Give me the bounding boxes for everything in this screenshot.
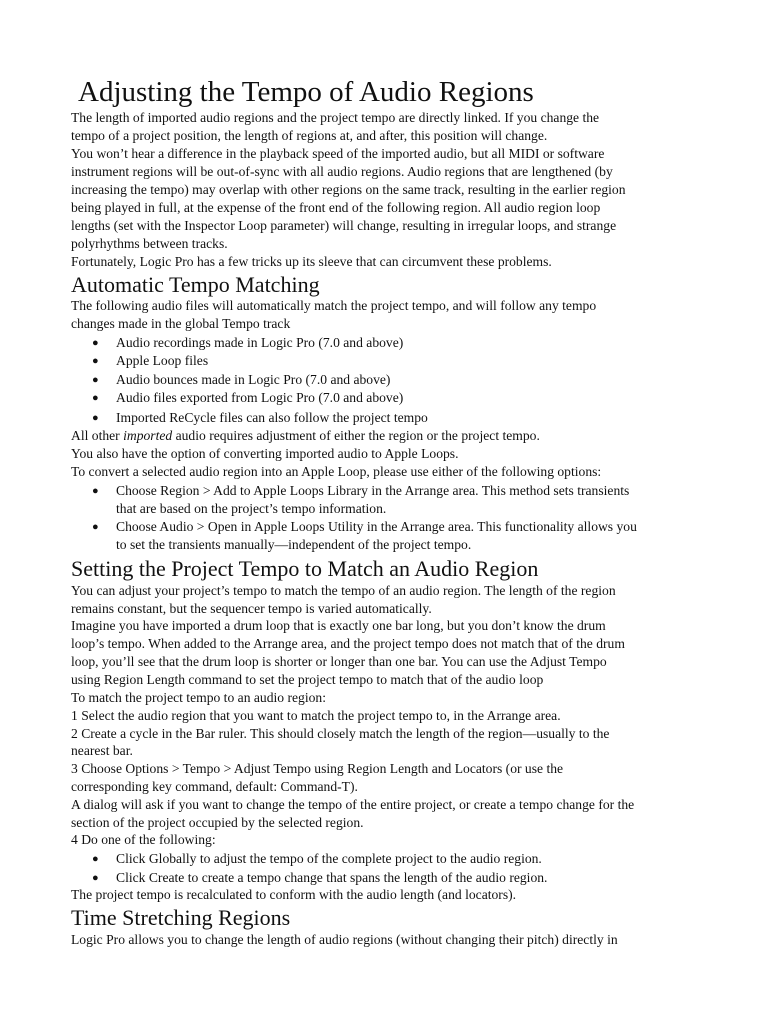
intro-line: tempo of a project position, the length of regions at, and after, this position will change. bbox=[71, 128, 548, 143]
paragraph-line: You can adjust your project’s tempo to match the tempo of an audio region. The length of the region bbox=[71, 583, 616, 598]
list-item-continuation: that are based on the project’s tempo information. bbox=[116, 501, 387, 516]
list-item: Click Create to create a tempo change that spans the length of the audio region. bbox=[116, 870, 548, 885]
list-item: Choose Audio > Open in Apple Loops Utility in the Arrange area. This functionality allows you bbox=[116, 519, 637, 534]
list-item: Audio files exported from Logic Pro (7.0 and above) bbox=[116, 390, 404, 405]
paragraph-line: remains constant, but the sequencer tempo is varied automatically. bbox=[71, 601, 432, 616]
step-line: 3 Choose Options > Tempo > Adjust Tempo using Region Length and Locators (or use the bbox=[71, 761, 564, 776]
page-title: Adjusting the Tempo of Audio Regions bbox=[78, 76, 534, 108]
paragraph-line: Logic Pro allows you to change the length of audio regions (without changing their pitch) directly in bbox=[71, 932, 618, 947]
intro-line: You won’t hear a difference in the playback speed of the imported audio, but all MIDI or software bbox=[71, 146, 605, 161]
bullet-icon: ● bbox=[92, 412, 99, 424]
paragraph-line: A dialog will ask if you want to change the tempo of the entire project, or create a tempo change for the bbox=[71, 797, 635, 812]
bullet-icon: ● bbox=[92, 853, 99, 865]
paragraph-line: You also have the option of converting imported audio to Apple Loops. bbox=[71, 446, 459, 461]
intro-line: being played in full, at the expense of the front end of the following region. All audio region loop bbox=[71, 200, 601, 215]
paragraph-line: section of the project occupied by the selected region. bbox=[71, 815, 364, 830]
list-item: Choose Region > Add to Apple Loops Library in the Arrange area. This method sets transients bbox=[116, 483, 630, 498]
intro-line: Fortunately, Logic Pro has a few tricks up its sleeve that can circumvent these problems. bbox=[71, 254, 552, 269]
paragraph-line: loop, you’ll see that the drum loop is shorter or longer than one bar. You can use the Adjust Tempo bbox=[71, 654, 607, 669]
step-line: nearest bar. bbox=[71, 743, 133, 758]
intro-line: polyrhythms between tracks. bbox=[71, 236, 228, 251]
intro-line: increasing the tempo) may overlap with other regions on the same track, resulting in the earlier region bbox=[71, 182, 626, 197]
emphasis-text: imported bbox=[123, 428, 173, 443]
step-line: 1 Select the audio region that you want to match the project tempo to, in the Arrange area. bbox=[71, 708, 561, 723]
list-item: Imported ReCycle files can also follow the project tempo bbox=[116, 410, 428, 425]
intro-line: instrument regions will be out-of-sync with all audio regions. Audio regions that are lengthened (by bbox=[71, 164, 613, 179]
paragraph-line: using Region Length command to set the project tempo to match that of the audio loop bbox=[71, 672, 544, 687]
text-run: All other bbox=[71, 428, 124, 443]
bullet-icon: ● bbox=[92, 355, 99, 367]
bullet-icon: ● bbox=[92, 872, 99, 884]
step-line: 2 Create a cycle in the Bar ruler. This should closely match the length of the region—usually to the bbox=[71, 726, 610, 741]
list-item: Apple Loop files bbox=[116, 353, 209, 368]
bullet-icon: ● bbox=[92, 374, 99, 386]
list-item: Audio bounces made in Logic Pro (7.0 and above) bbox=[116, 372, 391, 387]
paragraph-line: To match the project tempo to an audio region: bbox=[71, 690, 326, 705]
section-heading-setting: Setting the Project Tempo to Match an Audio Region bbox=[71, 556, 539, 581]
paragraph-line: loop’s tempo. When added to the Arrange area, and the project tempo does not match that of the drum bbox=[71, 636, 625, 651]
intro-line: The length of imported audio regions and the project tempo are directly linked. If you change the bbox=[71, 110, 600, 125]
step-line: corresponding key command, default: Command-T). bbox=[71, 779, 358, 794]
intro-line: lengths (set with the Inspector Loop parameter) will change, resulting in irregular loops, and strange bbox=[71, 218, 617, 233]
list-item: Click Globally to adjust the tempo of the complete project to the audio region. bbox=[116, 851, 542, 866]
section-heading-stretching: Time Stretching Regions bbox=[71, 905, 291, 930]
bullet-icon: ● bbox=[92, 337, 99, 349]
list-item-continuation: to set the transients manually—independent of the project tempo. bbox=[116, 537, 472, 552]
section-heading-automatic: Automatic Tempo Matching bbox=[71, 272, 320, 297]
bullet-icon: ● bbox=[92, 521, 99, 533]
bullet-icon: ● bbox=[92, 485, 99, 497]
paragraph-line bbox=[71, 427, 711, 445]
paragraph-line: The following audio files will automatically match the project tempo, and will follow any tempo bbox=[71, 298, 597, 313]
text-run: audio requires adjustment of either the region or the project tempo. bbox=[172, 428, 540, 443]
paragraph-line: The project tempo is recalculated to conform with the audio length (and locators). bbox=[71, 887, 517, 902]
bullet-icon: ● bbox=[92, 392, 99, 404]
step-line: 4 Do one of the following: bbox=[71, 832, 216, 847]
list-item: Audio recordings made in Logic Pro (7.0 and above) bbox=[116, 335, 404, 350]
paragraph-line: To convert a selected audio region into an Apple Loop, please use either of the following options: bbox=[71, 464, 602, 479]
paragraph-line: changes made in the global Tempo track bbox=[71, 316, 291, 331]
paragraph-line: Imagine you have imported a drum loop that is exactly one bar long, but you don’t know the drum bbox=[71, 618, 606, 633]
